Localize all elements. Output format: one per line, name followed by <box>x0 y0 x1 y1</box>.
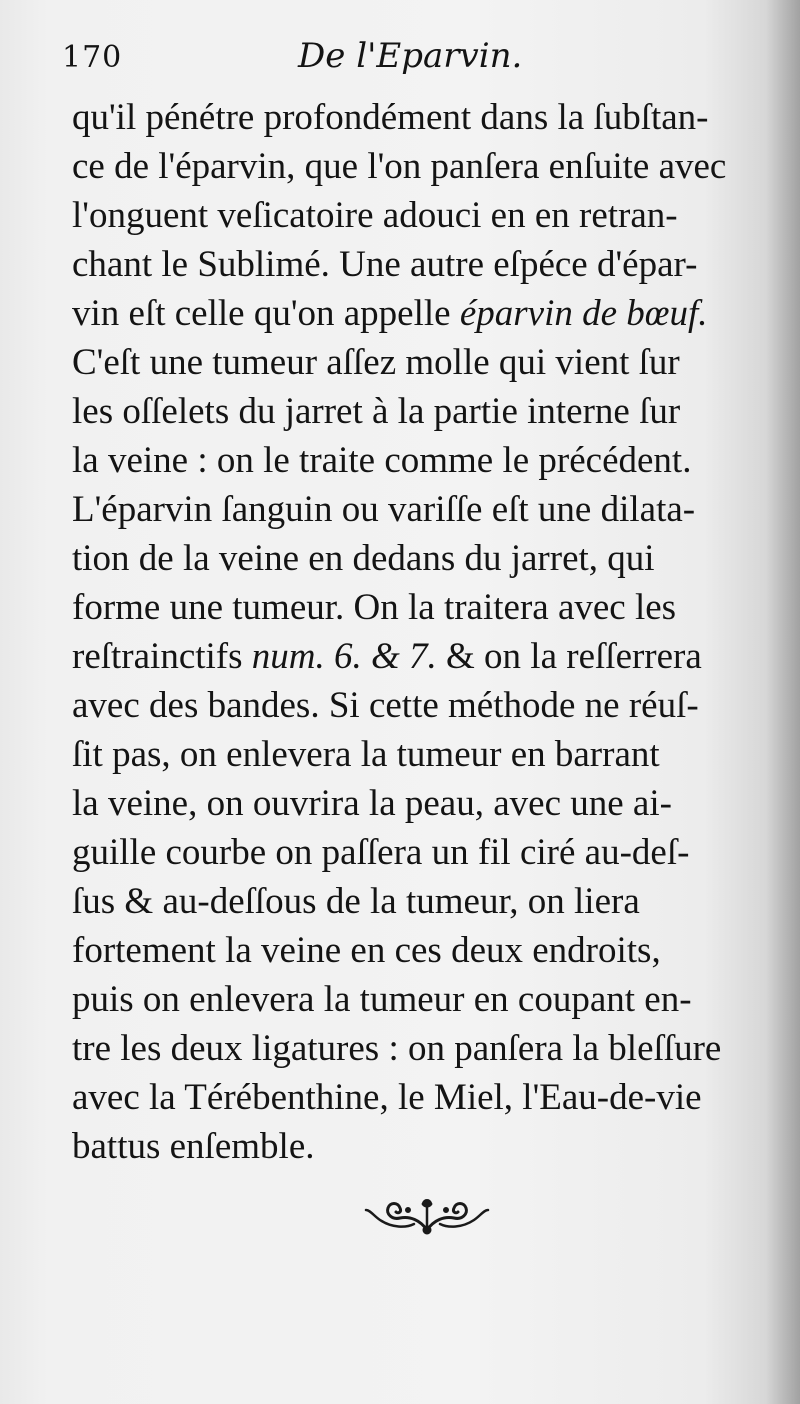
text-line: ſus & au-deſſous de la tumeur, on liera <box>72 881 640 922</box>
text-line: fortement la veine en ces deux endroits, <box>72 930 661 971</box>
page-header <box>62 36 752 88</box>
text-line: l'onguent veſicatoire adouci en en retran- <box>72 195 678 236</box>
text-line: les oſſelets du jarret à la partie interne ſur <box>72 391 681 432</box>
text-line: forme une tumeur. On la traitera avec les <box>72 587 677 628</box>
fleuron-ornament-icon <box>362 1190 492 1238</box>
text-line: reſtrainctifs num. 6. & 7. & on la reſſerrera <box>72 636 702 677</box>
text-line: ce de l'éparvin, que l'on panſera enſuite avec <box>72 146 727 187</box>
text-line: chant le Sublimé. Une autre eſpéce d'épar- <box>72 244 698 285</box>
text-line: tre les deux ligatures : on panſera la bleſſure <box>72 1028 722 1069</box>
running-head: De l'Eparvin. <box>298 36 523 76</box>
text-line: la veine, on ouvrira la peau, avec une ai- <box>72 783 672 824</box>
text-line: puis on enlevera la tumeur en coupant en- <box>72 979 692 1020</box>
italic-reference: num. 6. & 7. <box>251 636 437 677</box>
text-line: qu'il pénétre profondément dans la ſubſtan- <box>72 97 709 138</box>
text-line: la veine : on le traite comme le précédent. <box>72 440 692 481</box>
italic-term: éparvin de bœuf. <box>459 293 708 334</box>
page-gutter-shadow <box>766 0 800 1404</box>
text-line: guille courbe on paſſera un fil ciré au-deſ- <box>72 832 690 873</box>
text-line: vin eſt celle qu'on appelle éparvin de bœuf. <box>72 293 708 334</box>
text-line: tion de la veine en dedans du jarret, qui <box>72 538 655 579</box>
text-line: avec des bandes. Si cette méthode ne réuſ- <box>72 685 699 726</box>
text-line: L'éparvin ſanguin ou variſſe eſt une dilata- <box>72 489 696 530</box>
page-number: 170 <box>62 40 123 75</box>
text-line: avec la Térébenthine, le Miel, l'Eau-de-vie <box>72 1077 702 1118</box>
text-line: ſit pas, on enlevera la tumeur en barrant <box>72 734 660 775</box>
text-line: C'eſt une tumeur aſſez molle qui vient ſur <box>72 342 680 383</box>
text-line: battus enſemble. <box>72 1126 315 1167</box>
body-text <box>72 93 762 1171</box>
